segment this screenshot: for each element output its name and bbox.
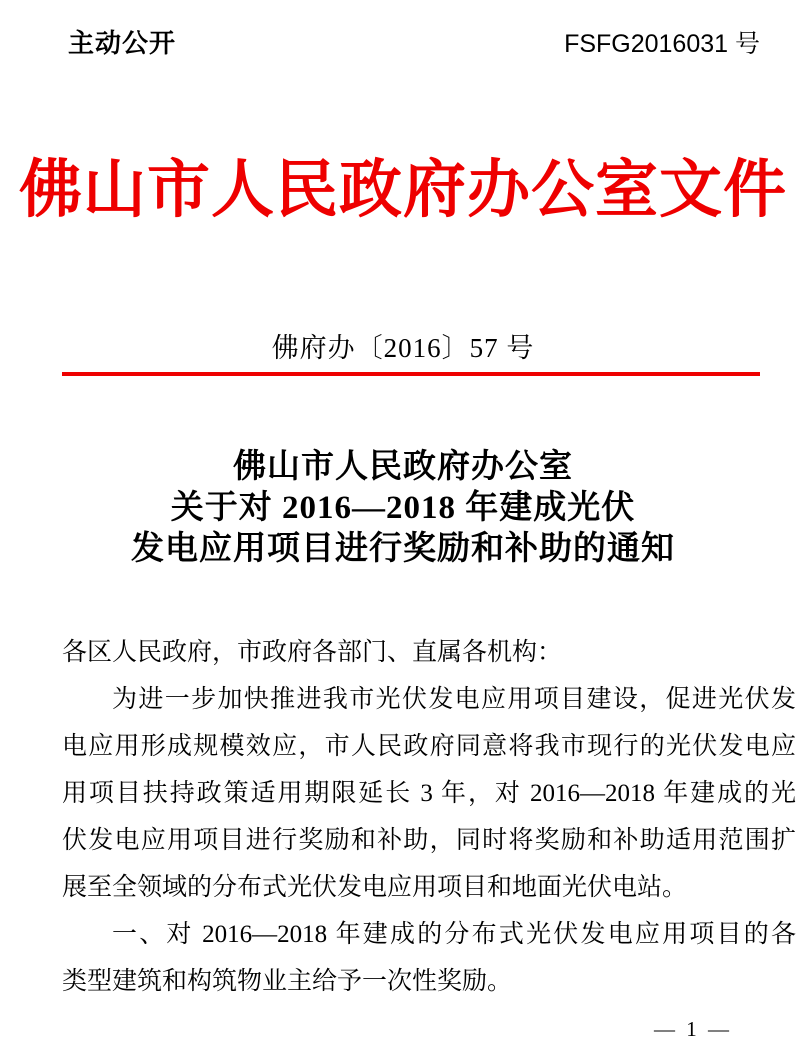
notice-title-line-1: 佛山市人民政府办公室 bbox=[233, 449, 573, 485]
page-number: — 1 — bbox=[654, 1017, 732, 1041]
body-line-item-one: 一、对 2016—2018 年建成的分布式光伏发电应用项目的各 bbox=[112, 921, 796, 948]
red-separator-line bbox=[62, 372, 760, 376]
body-line: 展至全领域的分布式光伏发电应用项目和地面光伏电站。 bbox=[62, 874, 688, 901]
body-line: 类型建筑和构筑物业主给予一次性奖励。 bbox=[62, 968, 513, 995]
body-line: 用项目扶持政策适用期限延长 3 年，对 2016—2018 年建成的光 bbox=[62, 780, 796, 807]
document-header-row bbox=[68, 23, 760, 60]
notice-title bbox=[0, 447, 806, 570]
document-number: 佛府办〔2016〕57 号 bbox=[271, 333, 535, 363]
body-line: 伏发电应用项目进行奖励和补助，同时将奖励和补助适用范围扩 bbox=[62, 827, 796, 854]
disclosure-label: 主动公开 bbox=[68, 28, 177, 58]
body-line: 为进一步加快推进我市光伏发电应用项目建设，促进光伏发 bbox=[112, 686, 796, 713]
redhead-org-title: 佛山市人民政府办公室文件 bbox=[19, 155, 787, 225]
notice-title-line-2: 关于对 2016—2018 年建成光伏 bbox=[170, 490, 636, 526]
salutation-line: 各区人民政府，市政府各部门、直属各机构： bbox=[62, 639, 563, 666]
reference-number: FSFG2016031 号 bbox=[564, 30, 760, 58]
document-body bbox=[62, 629, 796, 1005]
notice-title-line-3: 发电应用项目进行奖励和补助的通知 bbox=[131, 531, 675, 567]
body-line: 电应用形成规模效应，市人民政府同意将我市现行的光伏发电应 bbox=[62, 733, 796, 760]
